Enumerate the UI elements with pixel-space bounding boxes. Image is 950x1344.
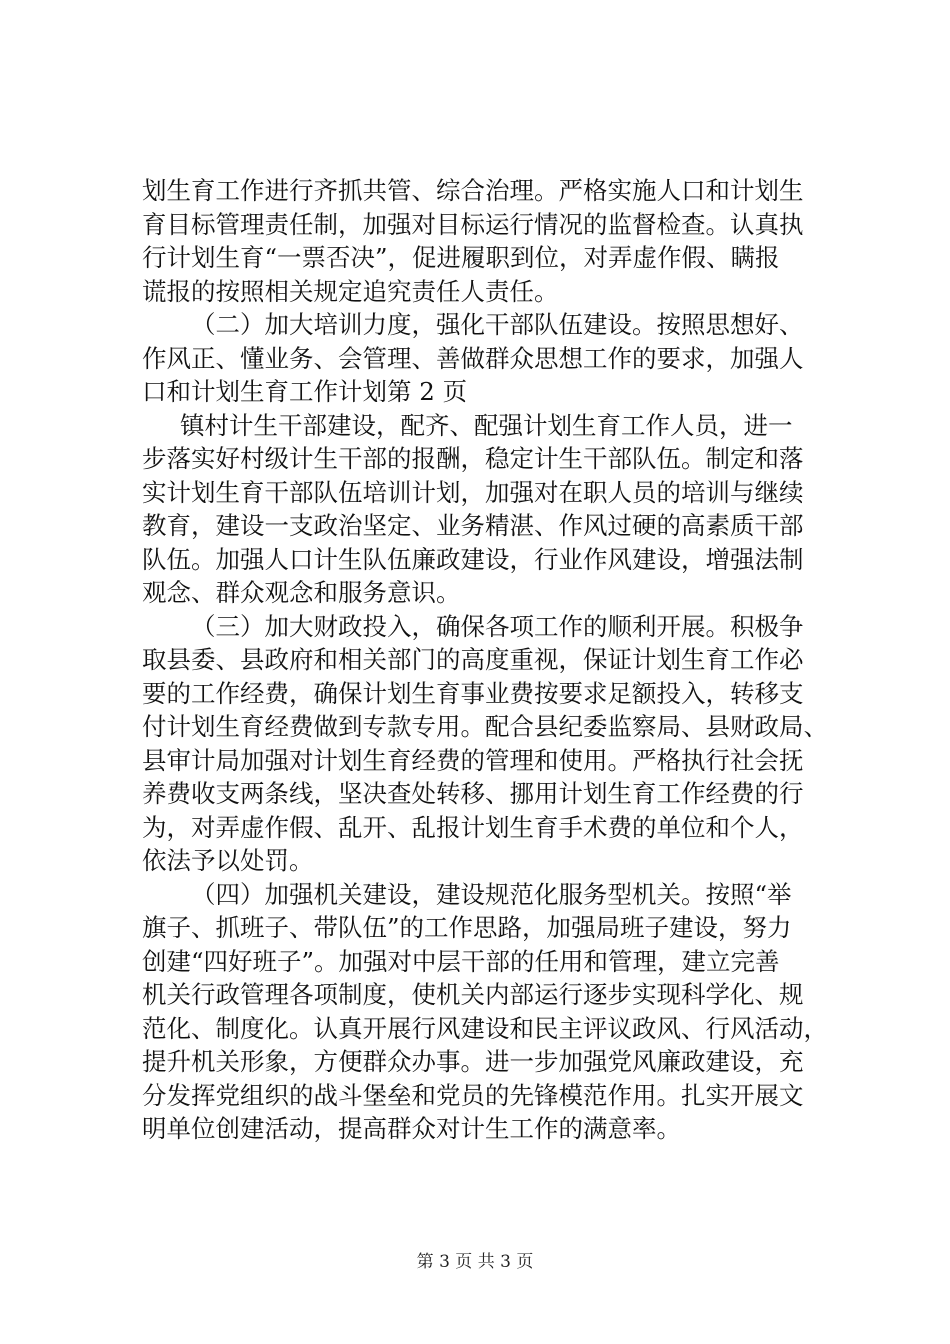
text-line: 步落实好村级计生干部的报酬，稳定计生干部队伍。制定和落	[142, 444, 804, 473]
text-line: 县审计局加强对计划生育经费的管理和使用。严格执行社会抚	[142, 745, 804, 775]
text-line: 依法予以处罚。	[142, 846, 314, 875]
text-line: 机关行政管理各项制度，使机关内部运行逐步实现科学化、规	[142, 980, 804, 1009]
text-line: 谎报的按照相关规定追究责任人责任。	[142, 276, 559, 306]
text-line: 教育，建设一支政治坚定、业务精湛、作风过硬的高素质干部	[142, 511, 804, 540]
text-line: 创建“四好班子”。加强对中层干部的任用和管理，建立完善	[142, 946, 780, 976]
text-line: 付计划生育经费做到专款专用。配合县纪委监察局、县财政局、	[142, 712, 828, 741]
text-line: 养费收支两条线，坚决查处转移、挪用计划生育工作经费的行	[142, 779, 804, 808]
text-line: 分发挥党组织的战斗堡垒和党员的先锋模范作用。扎实开展文	[142, 1080, 804, 1110]
paragraph-heading-line: （三）加大财政投入，确保各项工作的顺利开展。积极争	[191, 611, 804, 641]
paragraph-heading-line: （四）加强机关建设，建设规范化服务型机关。按照“举	[191, 879, 792, 909]
text-line: 为，对弄虚作假、乱开、乱报计划生育手术费的单位和个人，	[142, 812, 804, 842]
text-line: 实计划生育干部队伍培训计划，加强对在职人员的培训与继续	[142, 477, 804, 507]
text-line: 育目标管理责任制，加强对目标运行情况的监督检查。认真执	[142, 209, 804, 239]
page-footer: 第 3 页 共 3 页	[416, 1252, 534, 1272]
text-line: 提升机关形象，方便群众办事。进一步加强党风廉政建设，充	[142, 1047, 804, 1076]
text-line: 划生育工作进行齐抓共管、综合治理。严格实施人口和计划生	[142, 176, 804, 205]
text-line: 队伍。加强人口计生队伍廉政建设，行业作风建设，增强法制	[142, 544, 804, 574]
text-line: 观念、群众观念和服务意识。	[142, 578, 461, 607]
text-line: 口和计划生育工作计划第 2 页	[142, 377, 468, 406]
document-body	[142, 174, 832, 1146]
text-line: 取县委、县政府和相关部门的高度重视，保证计划生育工作必	[142, 645, 804, 674]
text-line: 范化、制度化。认真开展行风建设和民主评议政风、行风活动，	[142, 1013, 828, 1043]
text-line: 作风正、懂业务、会管理、善做群众思想工作的要求，加强人	[142, 343, 804, 373]
text-line: 镇村计生干部建设，配齐、配强计划生育工作人员，进一	[180, 410, 793, 440]
paragraph-heading-line: （二）加大培训力度，强化干部队伍建设。按照思想好、	[191, 310, 804, 339]
text-line: 要的工作经费，确保计划生育事业费按要求足额投入，转移支	[142, 678, 804, 708]
text-line: 旗子、抓班子、带队伍”的工作思路，加强局班子建设，努力	[142, 913, 792, 942]
text-line: 行计划生育“一票否决”，促进履职到位，对弄虚作假、瞒报	[142, 243, 780, 272]
text-line: 明单位创建活动，提高群众对计生工作的满意率。	[142, 1114, 681, 1143]
